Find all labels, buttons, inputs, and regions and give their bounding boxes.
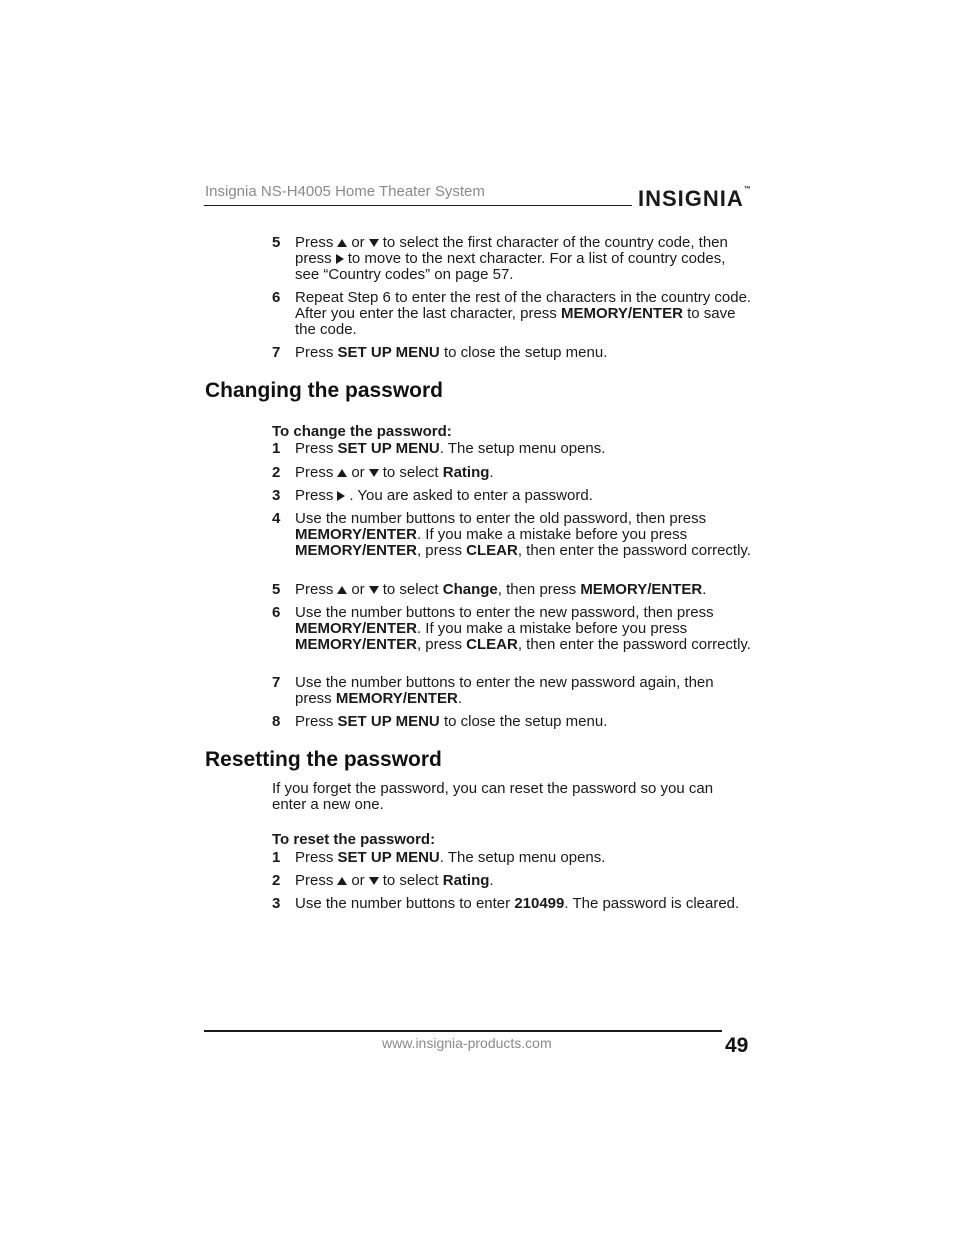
list-item — [272, 582, 752, 598]
right-arrow-icon — [336, 254, 344, 264]
list-item — [272, 511, 752, 559]
step-number: 4 — [272, 510, 281, 527]
step-text: . You are asked to enter a password. — [349, 487, 593, 504]
step-text: . The setup menu opens. — [439, 849, 606, 866]
step-text: Press — [295, 234, 334, 251]
logo-trademark: ™ — [743, 186, 751, 193]
down-arrow-icon — [369, 469, 379, 477]
logo-text: INSIGNIA — [638, 186, 744, 211]
button-name: CLEAR — [466, 542, 518, 559]
step-text: , then enter the password correctly. — [517, 542, 751, 559]
step-number: 3 — [272, 487, 281, 504]
step-number: 1 — [272, 440, 281, 457]
step-text: to select the first character of the country code, then press — [295, 234, 728, 267]
step-text: . The password is cleared. — [564, 895, 740, 912]
step-text: Use the number buttons to enter the new password again, then press — [295, 674, 714, 707]
step-text: to close the setup menu. — [443, 713, 608, 730]
button-name: MEMORY/ENTER — [580, 581, 703, 598]
list-item — [272, 441, 752, 457]
step-text: or — [351, 581, 365, 598]
step-text: to close the setup menu. — [443, 344, 608, 361]
step-text: . If you make a mistake before you press — [416, 620, 688, 637]
step-text: to select — [382, 872, 439, 889]
step-text: Press — [295, 464, 334, 481]
step-text: . — [457, 690, 462, 707]
step-number: 3 — [272, 895, 281, 912]
step-text: Use the number buttons to enter the new password, then press — [295, 604, 714, 621]
button-name: SET UP MENU — [337, 713, 440, 730]
step-text: Press — [295, 440, 334, 457]
page-number: 49 — [725, 1034, 749, 1057]
header-divider — [204, 205, 632, 206]
footer-url: www.insignia-products.com — [382, 1035, 552, 1051]
step-text: or — [351, 872, 365, 889]
step-text: to move to the next character. For a list of country codes, see “Country codes” on page 57. — [295, 250, 726, 283]
step-text: , press — [416, 542, 462, 559]
button-name: MEMORY/ENTER — [295, 620, 417, 637]
menu-option-name: Rating — [442, 872, 490, 889]
up-arrow-icon — [337, 469, 347, 477]
list-item — [272, 896, 752, 912]
step-number: 5 — [272, 234, 281, 251]
button-name: MEMORY/ENTER — [335, 690, 458, 707]
step-text: Use the number buttons to enter the old password, then press — [295, 510, 707, 527]
step-number: 1 — [272, 849, 281, 866]
step-number: 8 — [272, 713, 281, 730]
button-name: SET UP MENU — [337, 849, 440, 866]
step-number: 6 — [272, 289, 281, 306]
step-text: . — [702, 581, 707, 598]
button-name: CLEAR — [466, 636, 518, 653]
step-text: , press — [416, 636, 462, 653]
list-item — [272, 465, 752, 481]
list-item — [272, 714, 752, 730]
step-text: , then press — [497, 581, 577, 598]
step-text: . If you make a mistake before you press — [416, 526, 688, 543]
insignia-logo — [638, 186, 751, 212]
step-text: to save the code. — [295, 305, 736, 338]
step-text: Press — [295, 872, 334, 889]
right-arrow-icon — [337, 491, 345, 501]
list-item — [272, 850, 752, 866]
step-text: Press — [295, 344, 334, 361]
menu-option-name: Change — [442, 581, 498, 598]
running-header-title: Insignia NS-H4005 Home Theater System — [205, 183, 485, 200]
button-name: MEMORY/ENTER — [295, 636, 417, 653]
list-item — [272, 488, 752, 504]
button-name: MEMORY/ENTER — [295, 526, 417, 543]
list-item — [272, 873, 752, 889]
button-name: SET UP MENU — [337, 344, 440, 361]
step-number: 7 — [272, 344, 281, 361]
step-text: or — [351, 234, 365, 251]
down-arrow-icon — [369, 239, 379, 247]
button-name: SET UP MENU — [337, 440, 440, 457]
step-text: Use the number buttons to enter — [295, 895, 511, 912]
up-arrow-icon — [337, 239, 347, 247]
down-arrow-icon — [369, 586, 379, 594]
procedure-title: To reset the password: — [272, 831, 436, 848]
step-text: . — [489, 464, 494, 481]
step-text: to select — [382, 464, 439, 481]
step-text: to select — [382, 581, 439, 598]
reset-code: 210499 — [514, 895, 565, 912]
up-arrow-icon — [337, 586, 347, 594]
list-item — [272, 290, 752, 338]
step-text: Press — [295, 849, 334, 866]
step-text: Press — [295, 581, 334, 598]
step-number: 6 — [272, 604, 281, 621]
step-number: 7 — [272, 674, 281, 691]
step-number: 2 — [272, 464, 281, 481]
list-item — [272, 675, 752, 707]
down-arrow-icon — [369, 877, 379, 885]
list-item — [272, 605, 752, 653]
step-number: 5 — [272, 581, 281, 598]
step-text: , then enter the password correctly. — [517, 636, 751, 653]
section-heading-changing-password: Changing the password — [205, 379, 444, 402]
list-item — [272, 235, 752, 283]
step-text: or — [351, 464, 365, 481]
footer-divider — [204, 1030, 722, 1032]
step-number: 2 — [272, 872, 281, 889]
menu-option-name: Rating — [442, 464, 490, 481]
button-name: MEMORY/ENTER — [560, 305, 683, 322]
step-text: . The setup menu opens. — [439, 440, 606, 457]
procedure-title: To change the password: — [272, 423, 452, 440]
step-text: Press — [295, 713, 334, 730]
section-intro: If you forget the password, you can reset the password so you can enter a new one. — [272, 780, 714, 813]
step-text: . — [489, 872, 494, 889]
step-text: Press — [295, 487, 334, 504]
section-heading-resetting-password: Resetting the password — [205, 748, 442, 771]
up-arrow-icon — [337, 877, 347, 885]
button-name: MEMORY/ENTER — [295, 542, 417, 559]
step-text: Repeat Step 6 to enter the rest of the characters in the country code. After you enter the last character, press — [295, 289, 752, 322]
list-item — [272, 345, 752, 361]
